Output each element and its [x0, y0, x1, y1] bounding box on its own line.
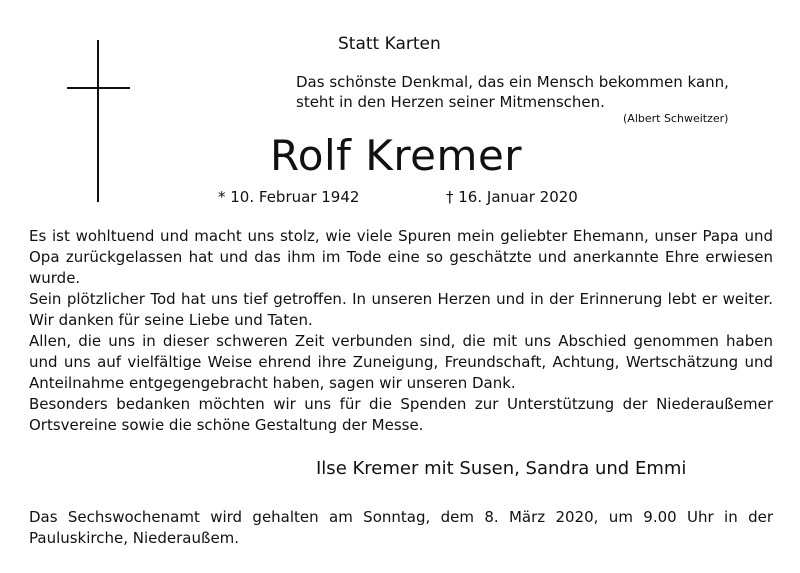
quote-author: (Albert Schweitzer)	[623, 112, 729, 125]
statt-karten-heading: Statt Karten	[338, 34, 441, 54]
body-text	[29, 226, 773, 436]
body-paragraph-2: Sein plötzlicher Tod hat uns tief getroffen. In unseren Herzen und in der Erinnerung lebt er weiter. Wir danken für seine Liebe und Taten.	[29, 290, 773, 329]
body-paragraph-1: Es ist wohltuend und macht uns stolz, wie viele Spuren mein geliebter Ehemann, unser Papa und Opa zurückgelassen hat und das ihm im Tode eine so geschätzte und anerkannte Ehre erwiesen wurde.	[29, 227, 773, 287]
quote-block	[296, 72, 729, 112]
quote-line-1: Das schönste Denkmal, das ein Mensch bekommen kann,	[296, 73, 729, 91]
quote-line-2: steht in den Herzen seiner Mitmenschen.	[296, 93, 605, 111]
footer-announcement: Das Sechswochenamt wird gehalten am Sonntag, dem 8. März 2020, um 9.00 Uhr in der Pauluskirche, Niederaußem.	[29, 508, 773, 547]
birth-date: * 10. Februar 1942	[218, 188, 360, 206]
death-date: † 16. Januar 2020	[446, 188, 578, 206]
body-paragraph-4: Besonders bedanken möchten wir uns für die Spenden zur Unterstützung der Niederaußemer Ortsvereine sowie die schöne Gestaltung der Messe.	[29, 395, 773, 434]
deceased-name: Rolf Kremer	[270, 131, 523, 180]
body-paragraph-3: Allen, die uns in dieser schweren Zeit verbunden sind, die mit uns Abschied genommen haben und uns auf vielfältige Weise ehrend ihre Zuneigung, Freundschaft, Achtung, Wertschätzung und Anteilnahme entgegengebracht haben, sagen wir unseren Dank.	[29, 332, 773, 392]
family-signature: Ilse Kremer mit Susen, Sandra und Emmi	[316, 458, 687, 479]
cross-icon-vertical	[97, 40, 99, 202]
cross-icon-horizontal	[67, 87, 130, 89]
